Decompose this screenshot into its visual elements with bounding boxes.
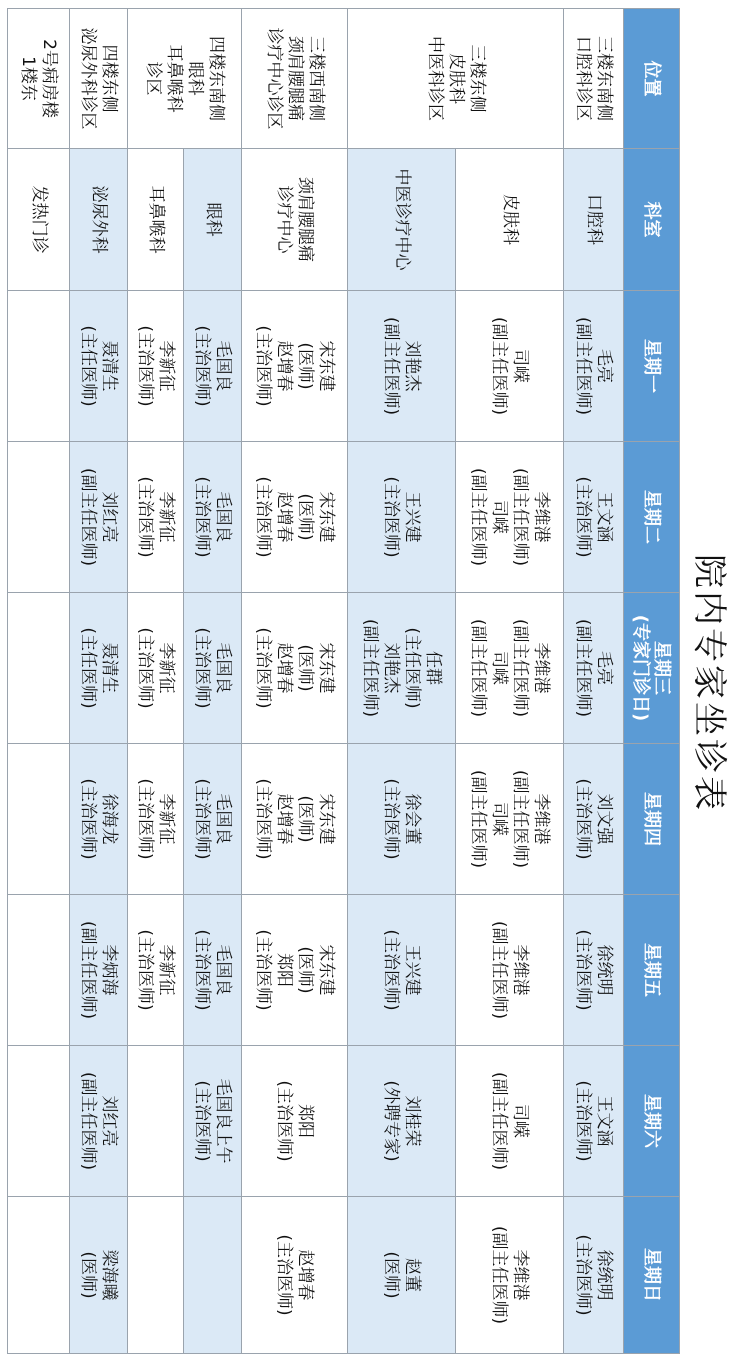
dept-cell: 口腔科 [564, 149, 624, 291]
schedule-cell: 李维港 (副主任医师) [456, 895, 564, 1046]
schedule-cell: 王兴建 (主治医师) [348, 442, 456, 593]
schedule-cell: 宋东建 (医师) 赵增春 (主治医师) [242, 291, 348, 442]
schedule-cell: 李新征 (主治医师) [128, 442, 184, 593]
schedule-cell: 宋东建 (医师) 赵增春 (主治医师) [242, 744, 348, 895]
header-saturday: 星期六 [624, 1046, 680, 1197]
schedule-cell: 徐会董 (主治医师) [348, 744, 456, 895]
schedule-cell: 毛国良 (主治医师) [184, 744, 242, 895]
schedule-cell: 李维港 (副主任医师) 司嵘 (副主任医师) [456, 593, 564, 744]
header-wednesday: 星期三 (专家门诊日) [624, 593, 680, 744]
schedule-cell: 毛国良 (主治医师) [184, 895, 242, 1046]
schedule-cell: 刘文强 (主治医师) [564, 744, 624, 895]
schedule-cell [8, 1046, 70, 1197]
schedule-cell: 李维港 (副主任医师) 司嵘 (副主任医师) [456, 744, 564, 895]
schedule-cell: 任群 (主任医师) 刘艳杰 (副主任医师) [348, 593, 456, 744]
schedule-cell: 毛亮 (副主任医师) [564, 291, 624, 442]
schedule-cell: 李新征 (主治医师) [128, 593, 184, 744]
schedule-cell: 赵增春 (主治医师) [242, 1197, 348, 1354]
schedule-cell: 李新征 (主治医师) [128, 895, 184, 1046]
schedule-cell: 李新征 (主治医师) [128, 291, 184, 442]
header-row [624, 9, 680, 1354]
schedule-cell: 徐统明 (主治医师) [564, 895, 624, 1046]
schedule-cell: 毛国良上午 (主治医师) [184, 1046, 242, 1197]
schedule-cell: 徐统明 (主治医师) [564, 1197, 624, 1354]
header-sunday: 星期日 [624, 1197, 680, 1354]
dept-cell: 发热门诊 [8, 149, 70, 291]
schedule-cell: 毛国良 (主治医师) [184, 593, 242, 744]
schedule-cell: 刘艳杰 (副主任医师) [348, 291, 456, 442]
schedule-cell: 赵董 (医师) [348, 1197, 456, 1354]
table-row [456, 9, 564, 1354]
location-cell: 三楼东侧 皮肤科 中医科诊区 [348, 9, 564, 149]
schedule-cell [8, 895, 70, 1046]
location-cell: 四楼东侧 泌尿外科诊区 [70, 9, 128, 149]
schedule-cell [128, 1197, 184, 1354]
schedule-cell: 刘红亮 (副主任医师) [70, 1046, 128, 1197]
header-location: 位置 [624, 9, 680, 149]
schedule-table-container [14, 8, 680, 1353]
schedule-cell: 刘桂荣 (外聘专家) [348, 1046, 456, 1197]
schedule-table [7, 8, 680, 1354]
schedule-cell [8, 442, 70, 593]
schedule-cell: 王文涵 (主治医师) [564, 442, 624, 593]
dept-cell: 中医诊疗中心 [348, 149, 456, 291]
schedule-cell: 宋东建 (医师) 郑阳 (主治医师) [242, 895, 348, 1046]
page-title: 院内专家坐诊表 [688, 554, 729, 813]
header-thursday: 星期四 [624, 744, 680, 895]
schedule-cell: 李维港 (副主任医师) [456, 1197, 564, 1354]
location-cell: 三楼东南侧 口腔科诊区 [564, 9, 624, 149]
schedule-cell [8, 593, 70, 744]
dept-cell: 皮肤科 [456, 149, 564, 291]
dept-cell: 颈肩腰腿痛 诊疗中心 [242, 149, 348, 291]
table-row [348, 9, 456, 1354]
table-row [8, 9, 70, 1354]
table-row [184, 9, 242, 1354]
schedule-cell: 聂清生 (主任医师) [70, 291, 128, 442]
schedule-cell: 王文涵 (主治医师) [564, 1046, 624, 1197]
dept-cell: 耳鼻喉科 [128, 149, 184, 291]
schedule-cell: 梁海曦 (医师) [70, 1197, 128, 1354]
schedule-cell: 宋东建 (医师) 赵增春 (主治医师) [242, 593, 348, 744]
schedule-cell: 宋东建 (医师) 赵增春 (主治医师) [242, 442, 348, 593]
schedule-cell: 王兴建 (主治医师) [348, 895, 456, 1046]
schedule-cell: 毛国良 (主治医师) [184, 291, 242, 442]
header-tuesday: 星期二 [624, 442, 680, 593]
schedule-cell: 郑阳 (主治医师) [242, 1046, 348, 1197]
schedule-cell: 司嵘 (副主任医师) [456, 291, 564, 442]
schedule-cell [8, 744, 70, 895]
schedule-cell: 刘红亮 (副主任医师) [70, 442, 128, 593]
location-cell: 四楼东南侧 眼科 耳鼻喉科 诊区 [128, 9, 242, 149]
schedule-cell: 毛国良 (主治医师) [184, 442, 242, 593]
schedule-cell: 李新征 (主治医师) [128, 744, 184, 895]
schedule-cell [184, 1197, 242, 1354]
schedule-cell: 毛亮 (副主任医师) [564, 593, 624, 744]
schedule-cell: 李维港 (副主任医师) 司嵘 (副主任医师) [456, 442, 564, 593]
header-monday: 星期一 [624, 291, 680, 442]
schedule-cell [128, 1046, 184, 1197]
table-row [70, 9, 128, 1354]
schedule-cell [8, 291, 70, 442]
location-cell: 2号病房楼 1楼东 [8, 9, 70, 149]
table-row [242, 9, 348, 1354]
schedule-cell: 司嵘 (副主任医师) [456, 1046, 564, 1197]
schedule-cell: 徐海龙 (主治医师) [70, 744, 128, 895]
location-cell: 三楼西南侧 颈肩腰腿痛 诊疗中心诊区 [242, 9, 348, 149]
schedule-cell [8, 1197, 70, 1354]
schedule-cell: 聂清生 (主任医师) [70, 593, 128, 744]
table-row [128, 9, 184, 1354]
table-row [564, 9, 624, 1354]
header-friday: 星期五 [624, 895, 680, 1046]
dept-cell: 眼科 [184, 149, 242, 291]
dept-cell: 泌尿外科 [70, 149, 128, 291]
schedule-cell: 李炳海 (副主任医师) [70, 895, 128, 1046]
header-dept: 科室 [624, 149, 680, 291]
